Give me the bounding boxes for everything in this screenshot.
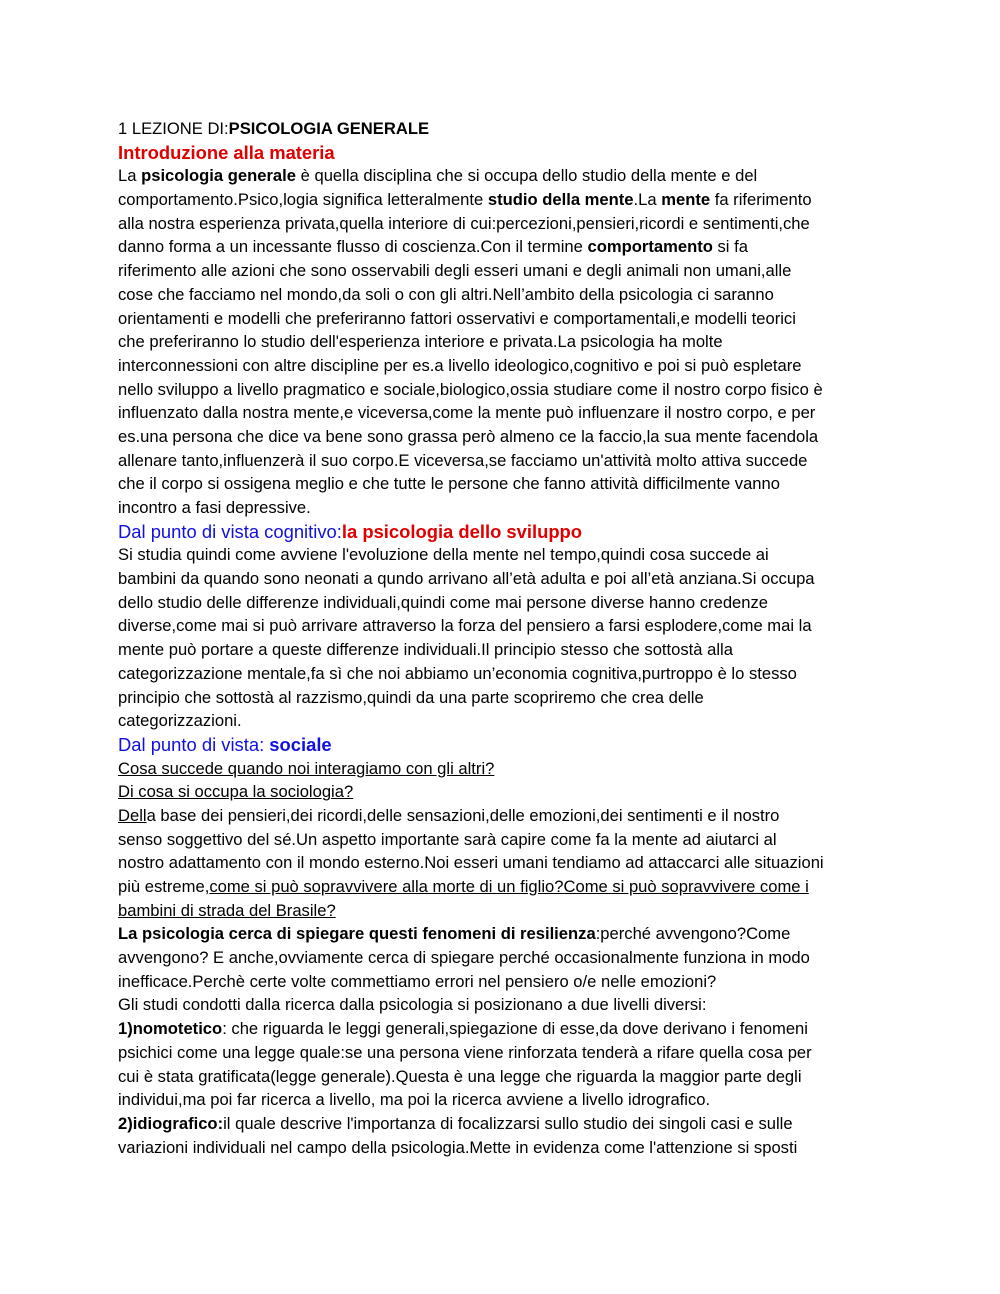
text-segment: comportamento.Psico,logia significa letteralmente: [118, 190, 488, 210]
text-line: [118, 141, 888, 165]
text-line: [118, 330, 888, 354]
text-segment: danno forma a un incessante flusso di coscienza.Con il termine: [118, 237, 588, 257]
text-segment: il quale descrive l'importanza di focalizzarsi sullo studio dei singoli casi e sulle: [223, 1113, 793, 1133]
text-line: [118, 638, 888, 662]
text-segment: sociale: [269, 733, 332, 755]
text-line: [118, 757, 888, 781]
text-segment: cui è stata gratificata(legge generale).Questa è una legge che riguarda la maggior parte degli: [118, 1066, 802, 1086]
text-line: [118, 520, 888, 544]
text-segment: come si può sopravvivere alla morte di un figlio?Come si può sopravvivere come i: [209, 877, 809, 896]
text-segment: più estreme,: [118, 877, 210, 896]
text-segment: comportamento: [587, 237, 713, 257]
text-segment: nello sviluppo a livello pragmatico e sociale,biologico,ossia studiare come il nostro corpo fisico è: [118, 379, 823, 399]
text-line: [118, 378, 888, 402]
text-line: [118, 780, 888, 804]
text-segment: :perché avvengono?Come: [595, 924, 791, 944]
text-line: [118, 828, 888, 852]
text-segment: es.una persona che dice va bene sono grassa però almeno ce la faccio,la sua mente facendola: [118, 426, 819, 446]
text-segment: diverse,come mai si può arrivare attraverso la forza del pensiero a farsi esplodere,come mai la: [118, 616, 812, 636]
text-segment: mente: [661, 190, 711, 210]
text-segment: inefficace.Perchè certe volte commettiamo errori nel pensiero o/e nelle emozioni?: [118, 971, 717, 991]
text-line: [118, 1112, 888, 1136]
text-line: [118, 259, 888, 283]
text-line: [118, 188, 888, 212]
text-segment: : che riguarda le leggi generali,spiegazione di esse,da dove derivano i fenomeni: [222, 1019, 808, 1039]
text-segment: bambini da quando sono neonati a qundo arrivano all’età adulta e poi all’età anziana.Si occupa: [118, 569, 815, 589]
text-line: [118, 1065, 888, 1089]
text-line: [118, 283, 888, 307]
text-line: [118, 686, 888, 710]
text-line: [118, 875, 888, 899]
text-segment: bambini di strada del Brasile?: [118, 900, 336, 920]
text-segment: .La: [633, 190, 662, 210]
text-segment: alla nostra esperienza privata,quella interiore di cui:percezioni,pensieri,ricordi e sentimenti,che: [118, 213, 810, 233]
text-line: [118, 543, 888, 567]
text-segment: fa riferimento: [710, 190, 812, 210]
document-body: [118, 117, 888, 1159]
text-line: [118, 496, 888, 520]
text-segment: nostro adattamento con il mondo esterno.Noi esseri umani tendiamo ad attaccarci alle situazioni: [118, 853, 824, 873]
text-line: [118, 425, 888, 449]
text-segment: orientamenti e modelli che preferiranno fattori osservativi e comportamentali,e modelli teorici: [118, 308, 796, 328]
text-segment: riferimento alle azioni che sono osservabili degli esseri umani e degli animali non umani,alle: [118, 261, 792, 281]
text-line: [118, 614, 888, 638]
text-segment: interconnessioni con altre discipline per es.a livello ideologico,cognitivo e poi si può espletare: [118, 355, 802, 375]
text-segment: senso soggettivo del sé.Un aspetto importante sarà capire come fa la mente ad aiutarci al: [118, 829, 777, 849]
text-segment: avvengono? E anche,ovviamente cerca di spiegare perché occasionalmente funziona in modo: [118, 948, 810, 968]
text-line: [118, 733, 888, 757]
text-segment: Dal punto di vista:: [118, 733, 270, 755]
text-segment: variazioni individuali nel campo della psicologia.Mette in evidenza come l'attenzione si sposti: [118, 1137, 798, 1157]
text-segment: 1 LEZIONE DI:: [118, 119, 229, 138]
text-segment: categorizzazioni.: [118, 711, 242, 731]
text-segment: categorizzazione mentale,fa sì che noi abbiamo un’economia cognitiva,purtroppo è lo stesso: [118, 663, 797, 683]
text-line: [118, 212, 888, 236]
text-segment: principio che sottostà al razzismo,quindi da una parte scopriremo che crea delle: [118, 687, 704, 707]
text-segment: Introduzione alla materia: [118, 141, 335, 163]
text-line: [118, 899, 888, 923]
text-segment: si fa: [712, 237, 748, 257]
text-line: [118, 164, 888, 188]
text-line: [118, 235, 888, 259]
text-line: [118, 993, 888, 1017]
text-line: [118, 472, 888, 496]
text-segment: mente può portare a queste differenze individuali.Il principio stesso che sottostà alla: [118, 640, 733, 660]
text-segment: è quella disciplina che si occupa dello studio della mente e del: [296, 166, 758, 186]
text-line: [118, 401, 888, 425]
text-line: [118, 1088, 888, 1112]
text-segment: psichici come una legge quale:se una persona viene rinforzata tenderà a rifare quella cosa per: [118, 1042, 812, 1062]
text-line: [118, 922, 888, 946]
text-segment: incontro a fasi depressive.: [118, 498, 311, 517]
text-segment: allenare tanto,influenzerà il suo corpo.E viceversa,se facciamo un'attività molto attiva succede: [118, 450, 808, 470]
text-segment: che il corpo si ossigena meglio e che tutte le persone che fanno attività difficilmente vanno: [118, 474, 780, 494]
text-line: [118, 662, 888, 686]
text-line: [118, 1041, 888, 1065]
text-segment: PSICOLOGIA GENERALE: [228, 119, 430, 138]
text-segment: 2)idiografico:: [118, 1113, 224, 1133]
text-segment: Cosa succede quando noi interagiamo con gli altri?: [118, 758, 495, 778]
text-segment: studio della mente: [487, 190, 634, 210]
text-segment: la psicologia dello sviluppo: [341, 520, 583, 542]
text-segment: Dell: [118, 805, 147, 825]
text-line: [118, 449, 888, 473]
text-line: [118, 354, 888, 378]
text-line: [118, 709, 888, 733]
text-segment: Gli studi condotti dalla ricerca dalla psicologia si posizionano a due livelli diversi:: [118, 995, 707, 1015]
text-line: [118, 1136, 888, 1160]
text-line: [118, 1017, 888, 1041]
text-segment: a base dei pensieri,dei ricordi,delle sensazioni,delle emozioni,dei sentimenti e il nostro: [146, 805, 780, 825]
text-line: [118, 970, 888, 994]
text-line: [118, 307, 888, 331]
text-segment: cose che facciamo nel mondo,da soli o con gli altri.Nell’ambito della psicologia ci saranno: [118, 284, 774, 304]
text-segment: influenzato dalla nostra mente,e viceversa,come la mente può influenzare il nostro corpo, e per: [118, 403, 816, 423]
text-segment: psicologia generale: [141, 166, 297, 186]
text-line: [118, 804, 888, 828]
text-segment: che preferiranno lo studio dell'esperienza interiore e privata.La psicologia ha molte: [118, 332, 723, 352]
text-segment: Dal punto di vista cognitivo:: [118, 520, 342, 542]
text-segment: Si studia quindi come avviene l'evoluzione della mente nel tempo,quindi cosa succede ai: [118, 545, 769, 565]
text-line: [118, 851, 888, 875]
text-segment: individui,ma poi far ricerca a livello, ma poi la ricerca avviene a livello idrografico.: [118, 1090, 711, 1110]
text-line: [118, 567, 888, 591]
text-segment: La psicologia cerca di spiegare questi fenomeni di resilienza: [118, 924, 596, 944]
text-line: [118, 591, 888, 615]
text-segment: dello studio delle differenze individuali,quindi come mai persone diverse hanno credenze: [118, 592, 769, 612]
text-segment: Di cosa si occupa la sociologia?: [118, 782, 354, 802]
text-line: [118, 117, 888, 141]
text-line: [118, 946, 888, 970]
text-segment: 1)nomotetico: [118, 1019, 223, 1039]
text-segment: La: [118, 166, 142, 186]
